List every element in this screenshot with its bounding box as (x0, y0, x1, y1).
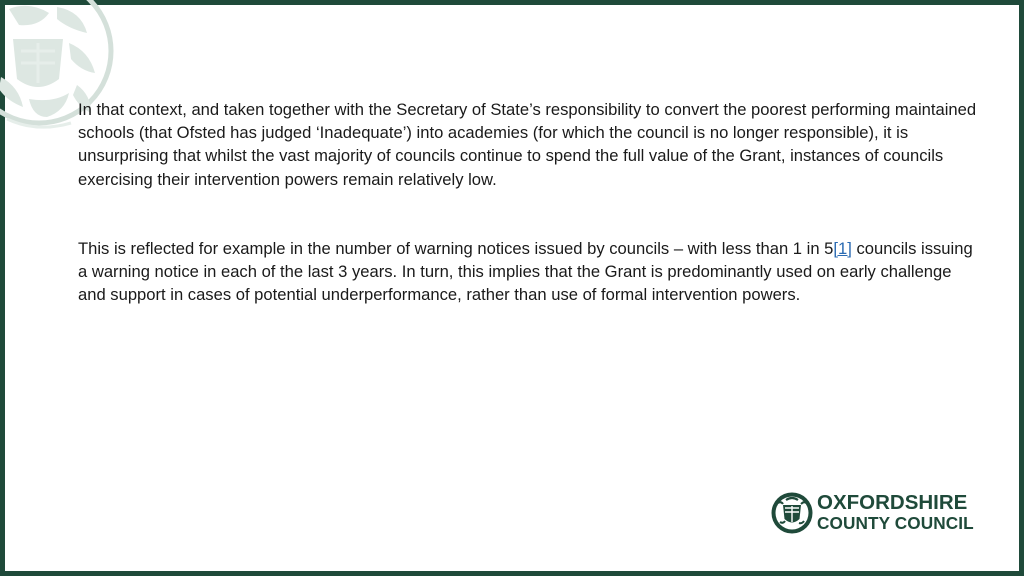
paragraph-warning-notices (78, 237, 978, 307)
paragraph-warning-notices-text-end: councils issuing a warning notice in each of the last 3 years. In turn, this implies that the Grant is predominantly used on early challenge and support in cases of potential underperformance, rather than use of formal intervention powers. (78, 238, 973, 305)
paragraph-warning-notices-text-start: This is reflected for example in the number of warning notices issued by councils – with less than 1 in 5 (78, 238, 834, 258)
logo-wordmark (817, 492, 974, 534)
logo-line-oxfordshire: OXFORDSHIRE (817, 491, 968, 514)
council-crest-icon (770, 491, 814, 535)
footnote-reference-link[interactable]: [1] (833, 238, 852, 258)
paragraph-context: In that context, and taken together with the Secretary of State’s responsibility to convert the poorest performing maintained schools (that Ofsted has judged ‘Inadequate’) into academies (for which the council is no longer responsible), it is unsurprising that whilst the vast majority of councils continue to spend the full value of the Grant, instances of councils exercising their intervention powers remain relatively low. (78, 100, 977, 189)
logo-line-county-council: COUNTY COUNCIL (817, 513, 974, 533)
body-text (78, 98, 978, 306)
